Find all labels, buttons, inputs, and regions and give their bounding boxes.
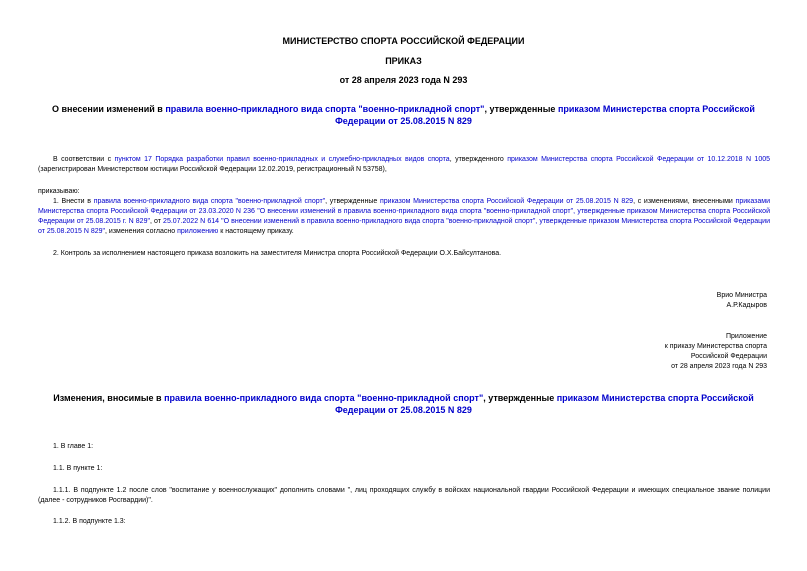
appendix-line-4: от 28 апреля 2023 года N 293 bbox=[671, 363, 767, 370]
item1-text: к настоящему приказу. bbox=[218, 228, 294, 235]
change-1-1: 1.1. В пункте 1: bbox=[53, 465, 103, 472]
signature-name: А.Р.Кадыров bbox=[726, 302, 767, 309]
preamble-text: , утвержденного bbox=[449, 156, 508, 163]
ministry-heading: МИНИСТЕРСТВО СПОРТА РОССИЙСКОЙ ФЕДЕРАЦИИ bbox=[282, 36, 525, 46]
doc-date-number: от 28 апреля 2023 года N 293 bbox=[339, 75, 468, 85]
item1-rules-link[interactable]: правила военно-прикладного вида спорта "военно-прикладной спорт" bbox=[93, 198, 326, 205]
title2-text: Изменения, вносимые в bbox=[53, 393, 165, 403]
preamble-text: В соответствии с bbox=[53, 156, 115, 163]
title-text: О внесении изменений в bbox=[52, 104, 166, 114]
item1-text: , от bbox=[149, 218, 164, 225]
title2-rules-link[interactable]: правила военно-прикладного вида спорта "военно-прикладной спорт" bbox=[164, 393, 484, 403]
change-1-1-2: 1.1.2. В подпункте 1.3: bbox=[53, 518, 126, 525]
order-word: приказываю: bbox=[38, 188, 80, 195]
preamble-order-1005-link[interactable]: приказом Министерства спорта Российской Федерации от 10.12.2018 N 1005 bbox=[507, 156, 771, 163]
preamble-paragraph bbox=[38, 155, 770, 175]
item1-text: 1. Внести в bbox=[53, 198, 94, 205]
title-order-link[interactable]: приказом Министерства спорта Российской Федерации от 25.08.2015 N 829 bbox=[335, 104, 755, 126]
order-title bbox=[40, 103, 767, 127]
item1-order-829-link[interactable]: приказом Министерства спорта Российской Федерации от 25.08.2015 N 829 bbox=[379, 198, 634, 205]
preamble-point17-link[interactable]: пунктом 17 bbox=[114, 156, 152, 163]
appendix-line-3: Российской Федерации bbox=[690, 353, 767, 360]
title2-text: , утвержденные bbox=[483, 393, 557, 403]
preamble-procedure-link[interactable]: Порядка разработки правил военно-прикладных и служебно-прикладных видов спорта bbox=[155, 156, 450, 163]
changes-title bbox=[40, 392, 767, 416]
item1-order-236-link[interactable]: приказами Министерства спорта Российской Федерации от 23.03.2020 N 236 "О внесении изменений в правила военно-прикладного вида спорта "военно-прикладной спорт", утвержденные приказом Министерства спорта Российской Федерации от 25.08.2015 г. N 829" bbox=[38, 198, 770, 225]
change-1-1-1: 1.1.1. В подпункте 1.2 после слов "воспитание у военнослужащих" дополнить словами ", лиц проходящих службу в войсках национальной гвардии Российской Федерации и имеющих специальное звание полиции (далее - сотрудников Росгвардии)". bbox=[38, 487, 770, 504]
appendix-line-1: Приложение bbox=[725, 333, 767, 340]
appendix-line-2: к приказу Министерства спорта bbox=[664, 343, 767, 350]
doc-type-heading: ПРИКАЗ bbox=[385, 56, 422, 66]
item-1-paragraph bbox=[38, 197, 770, 237]
item-2-paragraph: 2. Контроль за исполнением настоящего приказа возложить на заместителя Министра спорта Российской Федерации О.Х.Байсултанова. bbox=[53, 250, 502, 257]
title2-order-link[interactable]: приказом Министерства спорта Российской Федерации от 25.08.2015 N 829 bbox=[335, 393, 754, 415]
item1-text: , с изменениями, внесенными bbox=[633, 198, 736, 205]
item1-text: , изменения согласно bbox=[105, 228, 178, 235]
signature-position: Врио Министра bbox=[716, 292, 767, 299]
item1-appendix-link[interactable]: приложению bbox=[177, 228, 219, 235]
title-text: , утвержденные bbox=[484, 104, 558, 114]
item1-order-614-link[interactable]: 25.07.2022 N 614 "О внесении изменений в правила военно-прикладного вида спорта "военно-прикладной спорт", утвержденные приказом Министерства спорта Российской Федерации от 25.08.2015 N 829" bbox=[38, 218, 770, 235]
preamble-text: (зарегистрирован Министерством юстиции Российской Федерации 12.02.2019, регистрационный N 53758), bbox=[38, 166, 387, 173]
title-rules-link[interactable]: правила военно-прикладного вида спорта "военно-прикладной спорт" bbox=[165, 104, 485, 114]
change-1: 1. В главе 1: bbox=[53, 443, 94, 450]
item1-text: , утвержденные bbox=[325, 198, 380, 205]
